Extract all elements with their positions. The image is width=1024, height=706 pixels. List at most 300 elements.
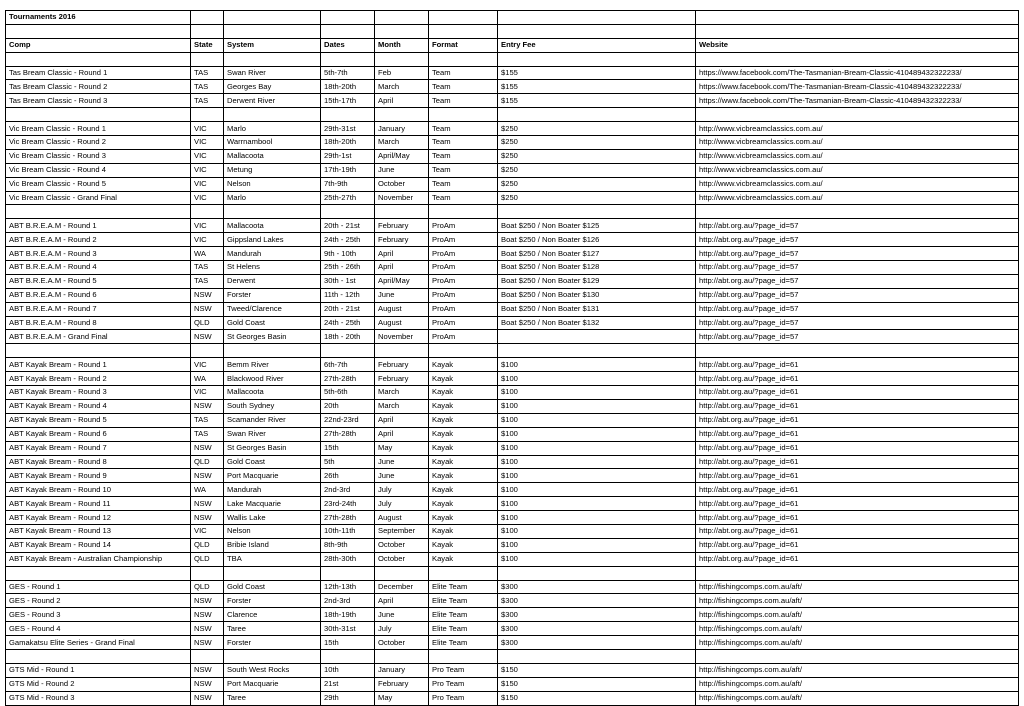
cell-dates[interactable]: 18th-20th bbox=[321, 80, 375, 94]
cell-month[interactable]: April bbox=[375, 94, 429, 108]
cell-entry-fee[interactable]: Boat $250 / Non Boater $129 bbox=[498, 274, 696, 288]
cell-comp[interactable]: ABT B.R.E.A.M - Round 6 bbox=[6, 288, 191, 302]
cell-comp[interactable]: GES - Round 3 bbox=[6, 608, 191, 622]
cell-month[interactable]: June bbox=[375, 455, 429, 469]
empty-cell[interactable] bbox=[6, 344, 191, 358]
cell-system[interactable]: Taree bbox=[224, 691, 321, 705]
empty-cell[interactable] bbox=[224, 344, 321, 358]
cell-system[interactable]: St Georges Basin bbox=[224, 330, 321, 344]
cell-dates[interactable]: 15th bbox=[321, 636, 375, 650]
cell-state[interactable]: QLD bbox=[191, 580, 224, 594]
cell-state[interactable]: NSW bbox=[191, 622, 224, 636]
cell-comp[interactable]: ABT B.R.E.A.M - Round 7 bbox=[6, 302, 191, 316]
cell-comp[interactable]: ABT B.R.E.A.M - Round 2 bbox=[6, 233, 191, 247]
cell-dates[interactable]: 10th bbox=[321, 663, 375, 677]
cell-dates[interactable]: 12th-13th bbox=[321, 580, 375, 594]
cell-dates[interactable]: 2nd-3rd bbox=[321, 483, 375, 497]
cell-comp[interactable]: GES - Round 1 bbox=[6, 580, 191, 594]
cell-website[interactable]: http://fishingcomps.com.au/aft/ bbox=[696, 622, 1019, 636]
cell-state[interactable]: NSW bbox=[191, 469, 224, 483]
cell-format[interactable]: Kayak bbox=[429, 399, 498, 413]
cell-format[interactable]: Kayak bbox=[429, 483, 498, 497]
empty-cell[interactable] bbox=[696, 649, 1019, 663]
cell-state[interactable]: VIC bbox=[191, 122, 224, 136]
empty-cell[interactable] bbox=[321, 566, 375, 580]
cell-website[interactable]: http://abt.org.au/?page_id=57 bbox=[696, 302, 1019, 316]
cell-system[interactable]: Mandurah bbox=[224, 247, 321, 261]
cell-format[interactable]: Team bbox=[429, 122, 498, 136]
cell-format[interactable]: ProAm bbox=[429, 330, 498, 344]
cell-entry-fee[interactable]: $100 bbox=[498, 497, 696, 511]
cell-state[interactable]: VIC bbox=[191, 149, 224, 163]
cell-system[interactable]: Derwent River bbox=[224, 94, 321, 108]
cell-system[interactable]: Gold Coast bbox=[224, 316, 321, 330]
cell-comp[interactable]: Vic Bream Classic - Round 3 bbox=[6, 149, 191, 163]
cell-month[interactable]: June bbox=[375, 288, 429, 302]
cell-comp[interactable]: ABT Kayak Bream - Round 7 bbox=[6, 441, 191, 455]
cell-system[interactable]: Derwent bbox=[224, 274, 321, 288]
cell-entry-fee[interactable]: Boat $250 / Non Boater $127 bbox=[498, 247, 696, 261]
cell-system[interactable]: Mallacoota bbox=[224, 386, 321, 400]
cell-dates[interactable]: 26th bbox=[321, 469, 375, 483]
cell-system[interactable]: Nelson bbox=[224, 524, 321, 538]
cell-entry-fee[interactable]: Boat $250 / Non Boater $132 bbox=[498, 316, 696, 330]
cell-website[interactable]: http://www.vicbreamclassics.com.au/ bbox=[696, 163, 1019, 177]
cell-dates[interactable]: 22nd-23rd bbox=[321, 413, 375, 427]
cell-system[interactable]: South Sydney bbox=[224, 399, 321, 413]
cell-system[interactable]: Port Macquarie bbox=[224, 469, 321, 483]
cell-dates[interactable]: 15th bbox=[321, 441, 375, 455]
cell-month[interactable]: January bbox=[375, 663, 429, 677]
cell-website[interactable]: https://www.facebook.com/The-Tasmanian-Bream-Classic-410489432322233/ bbox=[696, 94, 1019, 108]
cell-website[interactable]: http://fishingcomps.com.au/aft/ bbox=[696, 608, 1019, 622]
cell-dates[interactable]: 20th - 21st bbox=[321, 302, 375, 316]
cell-format[interactable]: Team bbox=[429, 149, 498, 163]
cell-entry-fee[interactable]: $100 bbox=[498, 441, 696, 455]
cell-comp[interactable]: ABT Kayak Bream - Round 8 bbox=[6, 455, 191, 469]
cell-website[interactable]: http://abt.org.au/?page_id=57 bbox=[696, 274, 1019, 288]
cell-comp[interactable]: ABT Kayak Bream - Round 3 bbox=[6, 386, 191, 400]
cell-dates[interactable]: 20th - 21st bbox=[321, 219, 375, 233]
cell-comp[interactable]: Gamakatsu Elite Series - Grand Final bbox=[6, 636, 191, 650]
empty-cell[interactable] bbox=[696, 24, 1019, 38]
cell-website[interactable]: http://abt.org.au/?page_id=61 bbox=[696, 524, 1019, 538]
cell-comp[interactable]: ABT B.R.E.A.M - Round 8 bbox=[6, 316, 191, 330]
cell-state[interactable]: TAS bbox=[191, 66, 224, 80]
empty-cell[interactable] bbox=[498, 344, 696, 358]
cell-system[interactable]: Lake Macquarie bbox=[224, 497, 321, 511]
cell-dates[interactable]: 24th - 25th bbox=[321, 316, 375, 330]
cell-website[interactable]: http://abt.org.au/?page_id=61 bbox=[696, 455, 1019, 469]
cell-comp[interactable]: Tas Bream Classic - Round 3 bbox=[6, 94, 191, 108]
cell-dates[interactable]: 10th-11th bbox=[321, 524, 375, 538]
cell-entry-fee[interactable]: $100 bbox=[498, 511, 696, 525]
cell-entry-fee[interactable]: $250 bbox=[498, 163, 696, 177]
cell-entry-fee[interactable]: $100 bbox=[498, 552, 696, 566]
cell-entry-fee[interactable]: $250 bbox=[498, 122, 696, 136]
cell-system[interactable]: TBA bbox=[224, 552, 321, 566]
cell-month[interactable]: December bbox=[375, 580, 429, 594]
cell-entry-fee[interactable]: $150 bbox=[498, 663, 696, 677]
cell-dates[interactable]: 30th - 1st bbox=[321, 274, 375, 288]
cell-month[interactable]: June bbox=[375, 163, 429, 177]
cell-website[interactable]: http://www.vicbreamclassics.com.au/ bbox=[696, 136, 1019, 150]
cell-comp[interactable]: ABT Kayak Bream - Round 11 bbox=[6, 497, 191, 511]
cell-website[interactable]: http://abt.org.au/?page_id=61 bbox=[696, 538, 1019, 552]
empty-cell[interactable] bbox=[321, 11, 375, 25]
cell-month[interactable]: Feb bbox=[375, 66, 429, 80]
empty-cell[interactable] bbox=[224, 566, 321, 580]
cell-comp[interactable]: Vic Bream Classic - Round 4 bbox=[6, 163, 191, 177]
cell-state[interactable]: QLD bbox=[191, 316, 224, 330]
cell-format[interactable]: Team bbox=[429, 191, 498, 205]
empty-cell[interactable] bbox=[375, 108, 429, 122]
cell-month[interactable]: April bbox=[375, 261, 429, 275]
cell-month[interactable]: November bbox=[375, 330, 429, 344]
cell-state[interactable]: TAS bbox=[191, 274, 224, 288]
cell-month[interactable]: July bbox=[375, 497, 429, 511]
cell-format[interactable]: Kayak bbox=[429, 524, 498, 538]
cell-month[interactable]: June bbox=[375, 469, 429, 483]
empty-cell[interactable] bbox=[429, 11, 498, 25]
empty-cell[interactable] bbox=[224, 52, 321, 66]
empty-cell[interactable] bbox=[375, 344, 429, 358]
cell-dates[interactable]: 18th - 20th bbox=[321, 330, 375, 344]
cell-month[interactable]: October bbox=[375, 538, 429, 552]
empty-cell[interactable] bbox=[191, 649, 224, 663]
cell-entry-fee[interactable]: $300 bbox=[498, 608, 696, 622]
cell-website[interactable]: http://www.vicbreamclassics.com.au/ bbox=[696, 122, 1019, 136]
empty-cell[interactable] bbox=[224, 649, 321, 663]
cell-system[interactable]: Bribie Island bbox=[224, 538, 321, 552]
empty-cell[interactable] bbox=[429, 649, 498, 663]
empty-cell[interactable] bbox=[224, 24, 321, 38]
cell-comp[interactable]: Vic Bream Classic - Grand Final bbox=[6, 191, 191, 205]
cell-state[interactable]: NSW bbox=[191, 330, 224, 344]
cell-website[interactable]: http://abt.org.au/?page_id=57 bbox=[696, 261, 1019, 275]
cell-state[interactable]: NSW bbox=[191, 594, 224, 608]
cell-format[interactable]: Kayak bbox=[429, 538, 498, 552]
cell-system[interactable]: Swan River bbox=[224, 66, 321, 80]
cell-format[interactable]: Kayak bbox=[429, 427, 498, 441]
cell-format[interactable]: ProAm bbox=[429, 288, 498, 302]
cell-comp[interactable]: GTS Mid - Round 2 bbox=[6, 677, 191, 691]
cell-website[interactable]: http://www.vicbreamclassics.com.au/ bbox=[696, 177, 1019, 191]
empty-cell[interactable] bbox=[429, 52, 498, 66]
cell-comp[interactable]: ABT Kayak Bream - Round 4 bbox=[6, 399, 191, 413]
cell-format[interactable]: Team bbox=[429, 80, 498, 94]
cell-comp[interactable]: Vic Bream Classic - Round 2 bbox=[6, 136, 191, 150]
cell-website[interactable]: http://abt.org.au/?page_id=57 bbox=[696, 330, 1019, 344]
cell-website[interactable]: http://abt.org.au/?page_id=57 bbox=[696, 219, 1019, 233]
cell-entry-fee[interactable]: $100 bbox=[498, 524, 696, 538]
cell-entry-fee[interactable] bbox=[498, 330, 696, 344]
cell-entry-fee[interactable]: $250 bbox=[498, 149, 696, 163]
cell-state[interactable]: TAS bbox=[191, 261, 224, 275]
cell-system[interactable]: South West Rocks bbox=[224, 663, 321, 677]
cell-system[interactable]: Marlo bbox=[224, 191, 321, 205]
cell-month[interactable]: October bbox=[375, 552, 429, 566]
empty-cell[interactable] bbox=[696, 52, 1019, 66]
cell-format[interactable]: Elite Team bbox=[429, 594, 498, 608]
empty-cell[interactable] bbox=[696, 11, 1019, 25]
cell-state[interactable]: NSW bbox=[191, 677, 224, 691]
empty-cell[interactable] bbox=[375, 205, 429, 219]
cell-website[interactable]: http://abt.org.au/?page_id=57 bbox=[696, 316, 1019, 330]
cell-state[interactable]: VIC bbox=[191, 191, 224, 205]
cell-month[interactable]: August bbox=[375, 302, 429, 316]
cell-month[interactable]: May bbox=[375, 691, 429, 705]
cell-dates[interactable]: 25th - 26th bbox=[321, 261, 375, 275]
empty-cell[interactable] bbox=[375, 24, 429, 38]
cell-month[interactable]: February bbox=[375, 219, 429, 233]
cell-entry-fee[interactable]: $100 bbox=[498, 427, 696, 441]
empty-cell[interactable] bbox=[429, 205, 498, 219]
cell-website[interactable]: http://abt.org.au/?page_id=61 bbox=[696, 483, 1019, 497]
cell-state[interactable]: WA bbox=[191, 483, 224, 497]
empty-cell[interactable] bbox=[6, 649, 191, 663]
cell-entry-fee[interactable]: $100 bbox=[498, 358, 696, 372]
cell-format[interactable]: Kayak bbox=[429, 372, 498, 386]
empty-cell[interactable] bbox=[321, 344, 375, 358]
cell-system[interactable]: Forster bbox=[224, 636, 321, 650]
cell-entry-fee[interactable]: $250 bbox=[498, 136, 696, 150]
cell-comp[interactable]: ABT Kayak Bream - Round 13 bbox=[6, 524, 191, 538]
cell-comp[interactable]: GES - Round 4 bbox=[6, 622, 191, 636]
cell-entry-fee[interactable]: $100 bbox=[498, 538, 696, 552]
cell-dates[interactable]: 27th-28th bbox=[321, 427, 375, 441]
cell-website[interactable]: http://abt.org.au/?page_id=57 bbox=[696, 288, 1019, 302]
empty-cell[interactable] bbox=[191, 11, 224, 25]
cell-month[interactable]: August bbox=[375, 511, 429, 525]
cell-entry-fee[interactable]: $300 bbox=[498, 636, 696, 650]
cell-system[interactable]: Marlo bbox=[224, 122, 321, 136]
cell-dates[interactable]: 20th bbox=[321, 399, 375, 413]
empty-cell[interactable] bbox=[429, 108, 498, 122]
cell-comp[interactable]: ABT Kayak Bream - Round 2 bbox=[6, 372, 191, 386]
cell-state[interactable]: NSW bbox=[191, 511, 224, 525]
cell-comp[interactable]: ABT Kayak Bream - Australian Championship bbox=[6, 552, 191, 566]
cell-state[interactable]: QLD bbox=[191, 455, 224, 469]
cell-website[interactable]: http://abt.org.au/?page_id=61 bbox=[696, 427, 1019, 441]
cell-system[interactable]: Scamander River bbox=[224, 413, 321, 427]
cell-comp[interactable]: ABT Kayak Bream - Round 14 bbox=[6, 538, 191, 552]
empty-cell[interactable] bbox=[429, 344, 498, 358]
empty-cell[interactable] bbox=[191, 205, 224, 219]
sheet-title[interactable]: Tournaments 2016 bbox=[6, 11, 191, 25]
empty-cell[interactable] bbox=[429, 566, 498, 580]
cell-comp[interactable]: GTS Mid - Round 1 bbox=[6, 663, 191, 677]
cell-month[interactable]: April/May bbox=[375, 149, 429, 163]
empty-cell[interactable] bbox=[375, 566, 429, 580]
cell-format[interactable]: ProAm bbox=[429, 261, 498, 275]
cell-dates[interactable]: 30th-31st bbox=[321, 622, 375, 636]
cell-system[interactable]: Metung bbox=[224, 163, 321, 177]
empty-cell[interactable] bbox=[429, 24, 498, 38]
cell-state[interactable]: QLD bbox=[191, 538, 224, 552]
cell-entry-fee[interactable]: $100 bbox=[498, 483, 696, 497]
empty-cell[interactable] bbox=[375, 11, 429, 25]
header-website[interactable]: Website bbox=[696, 38, 1019, 52]
cell-state[interactable]: VIC bbox=[191, 358, 224, 372]
cell-entry-fee[interactable]: $100 bbox=[498, 413, 696, 427]
cell-entry-fee[interactable]: Boat $250 / Non Boater $131 bbox=[498, 302, 696, 316]
cell-dates[interactable]: 18th-19th bbox=[321, 608, 375, 622]
empty-cell[interactable] bbox=[191, 24, 224, 38]
cell-dates[interactable]: 2nd-3rd bbox=[321, 594, 375, 608]
cell-dates[interactable]: 25th-27th bbox=[321, 191, 375, 205]
empty-cell[interactable] bbox=[191, 52, 224, 66]
empty-cell[interactable] bbox=[6, 566, 191, 580]
cell-system[interactable]: Georges Bay bbox=[224, 80, 321, 94]
cell-dates[interactable]: 27th-28th bbox=[321, 372, 375, 386]
empty-cell[interactable] bbox=[321, 24, 375, 38]
cell-format[interactable]: Team bbox=[429, 136, 498, 150]
empty-cell[interactable] bbox=[498, 52, 696, 66]
cell-comp[interactable]: ABT Kayak Bream - Round 5 bbox=[6, 413, 191, 427]
cell-state[interactable]: NSW bbox=[191, 441, 224, 455]
empty-cell[interactable] bbox=[224, 108, 321, 122]
header-state[interactable]: State bbox=[191, 38, 224, 52]
cell-entry-fee[interactable]: Boat $250 / Non Boater $128 bbox=[498, 261, 696, 275]
cell-format[interactable]: Kayak bbox=[429, 552, 498, 566]
cell-system[interactable]: Warrnambool bbox=[224, 136, 321, 150]
cell-format[interactable]: ProAm bbox=[429, 219, 498, 233]
cell-month[interactable]: June bbox=[375, 608, 429, 622]
cell-dates[interactable]: 7th-9th bbox=[321, 177, 375, 191]
cell-format[interactable]: Elite Team bbox=[429, 580, 498, 594]
cell-system[interactable]: Swan River bbox=[224, 427, 321, 441]
cell-state[interactable]: QLD bbox=[191, 552, 224, 566]
cell-format[interactable]: Elite Team bbox=[429, 608, 498, 622]
cell-format[interactable]: Pro Team bbox=[429, 691, 498, 705]
cell-format[interactable]: Kayak bbox=[429, 413, 498, 427]
cell-format[interactable]: Elite Team bbox=[429, 622, 498, 636]
cell-website[interactable]: http://fishingcomps.com.au/aft/ bbox=[696, 580, 1019, 594]
cell-comp[interactable]: ABT B.R.E.A.M - Round 3 bbox=[6, 247, 191, 261]
cell-state[interactable]: TAS bbox=[191, 80, 224, 94]
cell-dates[interactable]: 5th bbox=[321, 455, 375, 469]
cell-state[interactable]: NSW bbox=[191, 663, 224, 677]
cell-website[interactable]: http://fishingcomps.com.au/aft/ bbox=[696, 691, 1019, 705]
cell-format[interactable]: ProAm bbox=[429, 233, 498, 247]
cell-website[interactable]: http://abt.org.au/?page_id=61 bbox=[696, 497, 1019, 511]
cell-state[interactable]: NSW bbox=[191, 399, 224, 413]
cell-state[interactable]: VIC bbox=[191, 136, 224, 150]
cell-dates[interactable]: 5th-7th bbox=[321, 66, 375, 80]
cell-dates[interactable]: 29th bbox=[321, 691, 375, 705]
cell-website[interactable]: http://fishingcomps.com.au/aft/ bbox=[696, 636, 1019, 650]
cell-month[interactable]: July bbox=[375, 483, 429, 497]
cell-system[interactable]: Forster bbox=[224, 594, 321, 608]
cell-website[interactable]: http://fishingcomps.com.au/aft/ bbox=[696, 663, 1019, 677]
empty-cell[interactable] bbox=[6, 205, 191, 219]
cell-entry-fee[interactable]: Boat $250 / Non Boater $126 bbox=[498, 233, 696, 247]
cell-format[interactable]: Kayak bbox=[429, 497, 498, 511]
cell-system[interactable]: Mandurah bbox=[224, 483, 321, 497]
cell-state[interactable]: VIC bbox=[191, 524, 224, 538]
cell-entry-fee[interactable]: Boat $250 / Non Boater $130 bbox=[498, 288, 696, 302]
cell-system[interactable]: Clarence bbox=[224, 608, 321, 622]
cell-system[interactable]: St Georges Basin bbox=[224, 441, 321, 455]
cell-website[interactable]: http://abt.org.au/?page_id=61 bbox=[696, 399, 1019, 413]
empty-cell[interactable] bbox=[375, 52, 429, 66]
cell-format[interactable]: ProAm bbox=[429, 247, 498, 261]
cell-entry-fee[interactable]: $100 bbox=[498, 455, 696, 469]
cell-system[interactable]: Gippsland Lakes bbox=[224, 233, 321, 247]
cell-dates[interactable]: 9th - 10th bbox=[321, 247, 375, 261]
cell-system[interactable]: Taree bbox=[224, 622, 321, 636]
cell-system[interactable]: Gold Coast bbox=[224, 580, 321, 594]
empty-cell[interactable] bbox=[6, 108, 191, 122]
empty-cell[interactable] bbox=[498, 205, 696, 219]
cell-dates[interactable]: 21st bbox=[321, 677, 375, 691]
cell-dates[interactable]: 17th-19th bbox=[321, 163, 375, 177]
cell-entry-fee[interactable]: $150 bbox=[498, 677, 696, 691]
cell-website[interactable]: http://abt.org.au/?page_id=61 bbox=[696, 469, 1019, 483]
header-entry-fee[interactable]: Entry Fee bbox=[498, 38, 696, 52]
cell-website[interactable]: http://abt.org.au/?page_id=61 bbox=[696, 552, 1019, 566]
cell-dates[interactable]: 15th-17th bbox=[321, 94, 375, 108]
cell-month[interactable]: February bbox=[375, 358, 429, 372]
cell-format[interactable]: Team bbox=[429, 177, 498, 191]
cell-month[interactable]: May bbox=[375, 441, 429, 455]
cell-state[interactable]: TAS bbox=[191, 427, 224, 441]
cell-format[interactable]: Pro Team bbox=[429, 677, 498, 691]
cell-dates[interactable]: 23rd-24th bbox=[321, 497, 375, 511]
cell-entry-fee[interactable]: $155 bbox=[498, 66, 696, 80]
cell-month[interactable]: November bbox=[375, 191, 429, 205]
cell-website[interactable]: http://fishingcomps.com.au/aft/ bbox=[696, 594, 1019, 608]
cell-website[interactable]: http://abt.org.au/?page_id=61 bbox=[696, 511, 1019, 525]
cell-system[interactable]: Blackwood River bbox=[224, 372, 321, 386]
cell-comp[interactable]: ABT B.R.E.A.M - Grand Final bbox=[6, 330, 191, 344]
empty-cell[interactable] bbox=[224, 205, 321, 219]
cell-state[interactable]: NSW bbox=[191, 636, 224, 650]
cell-format[interactable]: Kayak bbox=[429, 511, 498, 525]
cell-dates[interactable]: 27th-28th bbox=[321, 511, 375, 525]
cell-format[interactable]: Team bbox=[429, 66, 498, 80]
cell-dates[interactable]: 5th-6th bbox=[321, 386, 375, 400]
cell-month[interactable]: October bbox=[375, 636, 429, 650]
empty-cell[interactable] bbox=[321, 52, 375, 66]
cell-entry-fee[interactable]: $300 bbox=[498, 594, 696, 608]
cell-format[interactable]: ProAm bbox=[429, 302, 498, 316]
cell-format[interactable]: Team bbox=[429, 163, 498, 177]
cell-entry-fee[interactable]: $100 bbox=[498, 372, 696, 386]
cell-dates[interactable]: 24th - 25th bbox=[321, 233, 375, 247]
cell-comp[interactable]: GTS Mid - Round 3 bbox=[6, 691, 191, 705]
empty-cell[interactable] bbox=[498, 108, 696, 122]
cell-entry-fee[interactable]: $100 bbox=[498, 399, 696, 413]
cell-comp[interactable]: GES - Round 2 bbox=[6, 594, 191, 608]
cell-comp[interactable]: ABT Kayak Bream - Round 10 bbox=[6, 483, 191, 497]
cell-comp[interactable]: ABT Kayak Bream - Round 12 bbox=[6, 511, 191, 525]
cell-dates[interactable]: 29th-1st bbox=[321, 149, 375, 163]
cell-system[interactable]: Gold Coast bbox=[224, 455, 321, 469]
cell-format[interactable]: Team bbox=[429, 94, 498, 108]
empty-cell[interactable] bbox=[498, 11, 696, 25]
cell-month[interactable]: April/May bbox=[375, 274, 429, 288]
cell-state[interactable]: VIC bbox=[191, 163, 224, 177]
cell-month[interactable]: August bbox=[375, 316, 429, 330]
cell-month[interactable]: March bbox=[375, 80, 429, 94]
cell-entry-fee[interactable]: $250 bbox=[498, 191, 696, 205]
empty-cell[interactable] bbox=[696, 566, 1019, 580]
empty-cell[interactable] bbox=[498, 24, 696, 38]
cell-website[interactable]: http://abt.org.au/?page_id=57 bbox=[696, 233, 1019, 247]
cell-system[interactable]: Bemm River bbox=[224, 358, 321, 372]
